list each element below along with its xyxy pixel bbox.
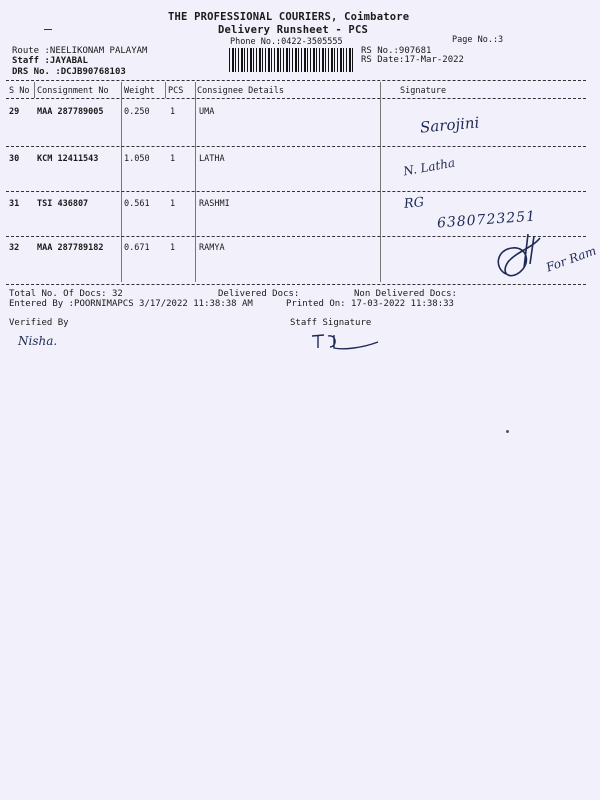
row-sno: 29 [9,107,20,117]
row-consignment: KCM 12411543 [37,154,99,164]
column-header-sno: S No [9,86,30,96]
row-pcs: 1 [170,243,176,253]
document-title: Delivery Runsheet - PCS [218,24,368,36]
staff-signature-scribble [310,330,382,352]
row-pcs: 1 [170,154,176,164]
total-docs: Total No. Of Docs: 32 [9,289,123,299]
verified-by-label: Verified By [9,318,69,328]
signature-handwritten: Sarojini [419,113,480,137]
column-header-pcs: PCS [168,86,184,96]
signature-handwritten: N. Latha [402,155,457,179]
divider [6,98,586,99]
route: Route :NEELIKONAM PALAYAM [12,46,148,56]
signature-handwritten: RG [403,194,425,213]
printed-on: Printed On: 17-03-2022 11:38:33 [286,299,454,309]
phone-number: Phone No.:0422-3505555 [230,37,343,47]
row-sno: 32 [9,243,20,253]
row-weight: 0.561 [124,199,150,209]
divider [6,146,586,147]
rs-number: RS No.:907681 [361,46,432,56]
row-sno: 31 [9,199,20,209]
row-consignee: RAMYA [199,243,225,253]
non-delivered-docs: Non Delivered Docs: [354,289,457,299]
row-consignee: LATHA [199,154,225,164]
column-header-weight: Weight [124,86,155,96]
row-pcs: 1 [170,107,176,117]
column-rule [121,82,122,282]
column-header-consignee: Consignee Details [197,86,284,96]
row-pcs: 1 [170,199,176,209]
staff-signature-label: Staff Signature [290,318,372,328]
divider [6,80,586,81]
row-weight: 0.671 [124,243,150,253]
drs-number: DRS No. :DCJB90768103 [12,67,126,77]
verifier-signature: Nisha. [18,334,58,348]
column-rule [195,82,196,282]
handwritten-phone-number: 6380723251 [436,208,537,232]
row-weight: 0.250 [124,107,150,117]
page-number: Page No.:3 [452,35,504,45]
entered-by: Entered By :POORNIMAPCS 3/17/2022 11:38:38 AM [9,299,253,309]
scan-mark [44,29,52,30]
company-name: THE PROFESSIONAL COURIERS, Coimbatore [168,11,410,23]
row-consignment: MAA 287789182 [37,243,104,253]
signature-handwritten: For Ram [544,243,599,275]
divider [6,191,586,192]
column-header-consignment: Consignment No [37,86,109,96]
divider [6,284,586,285]
column-rule [34,82,35,98]
signature-scribble [488,228,548,288]
staff: Staff :JAYABAL [12,56,88,66]
delivered-docs: Delivered Docs: [218,289,300,299]
row-consignee: RASHMI [199,199,230,209]
row-consignee: UMA [199,107,215,117]
column-rule [380,82,381,282]
rs-date: RS Date:17-Mar-2022 [361,55,464,65]
row-consignment: MAA 287789005 [37,107,104,117]
barcode [229,48,353,72]
scan-speck [506,430,509,433]
row-weight: 1.050 [124,154,150,164]
row-sno: 30 [9,154,20,164]
row-consignment: TSI 436807 [37,199,89,209]
column-rule [165,82,166,98]
column-header-signature: Signature [400,86,447,96]
